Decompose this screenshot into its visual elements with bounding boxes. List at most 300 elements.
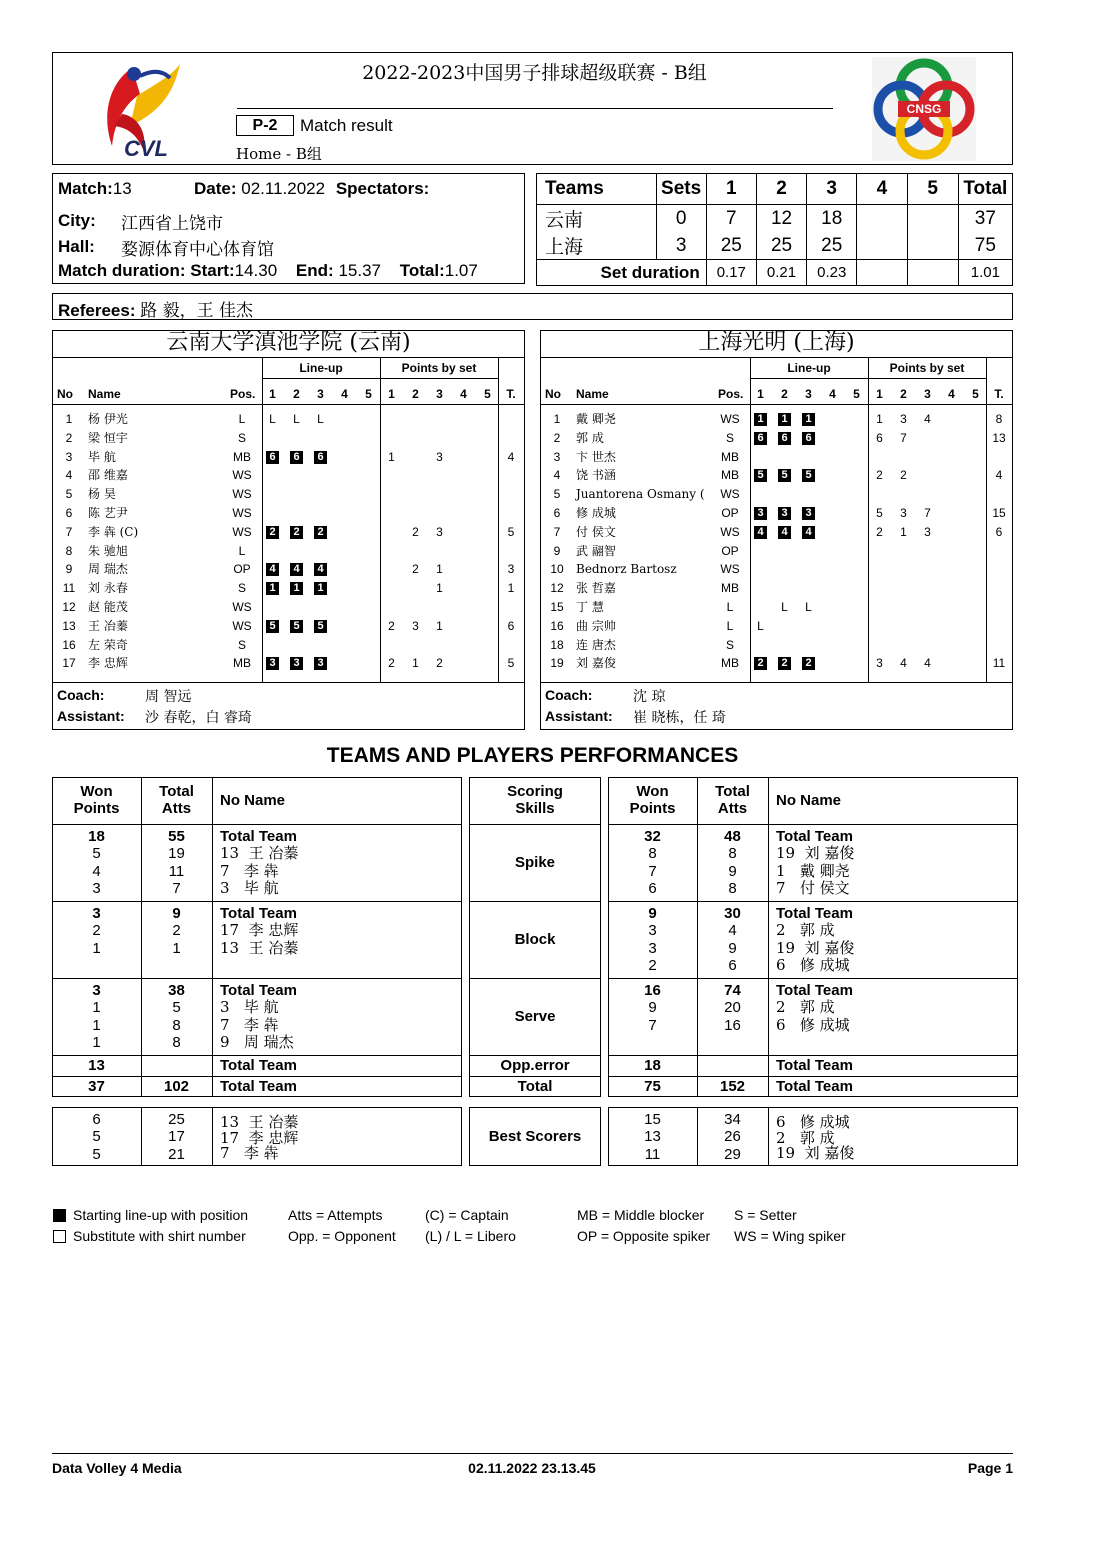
player-position: WS [720, 487, 740, 502]
legend-captain: (C) = Captain [425, 1207, 509, 1223]
opp_error-name-right: Total Team [776, 1057, 853, 1074]
roster-head-rule [540, 404, 1013, 405]
best-atts-right: 26 [724, 1128, 741, 1146]
lineup-libero-marker: L [805, 600, 812, 614]
player-name: Juantorena Osmany ( [576, 487, 705, 502]
player-position: MB [721, 581, 739, 596]
col-points-set: 5 [484, 387, 491, 401]
team-a-roster [52, 330, 525, 730]
player-position: S [237, 637, 246, 652]
points-set: 2 [436, 656, 443, 671]
score-total-away: 75 [958, 232, 1012, 260]
lineup-start-marker: 6 [802, 432, 815, 445]
points-total: 4 [507, 449, 515, 464]
player-name: 饶 书涵 [576, 468, 616, 483]
score-row-home [537, 205, 1013, 233]
score-team-away: 上海 [537, 232, 657, 260]
player-name: 梁 恒宇 [88, 430, 128, 445]
best-player-left: 13 王 冶蓁 [220, 1113, 299, 1131]
header-subtitle: Home - B组 [236, 145, 322, 163]
player-name: 武 翮智 [576, 543, 616, 558]
points-total: 13 [992, 430, 1006, 445]
set-duration-total: 1.01 [958, 260, 1012, 286]
player-name: 郭 成 [576, 430, 604, 445]
player-position: MB [721, 449, 739, 464]
player-number: 16 [550, 618, 564, 633]
lineup-start-marker: 3 [802, 507, 815, 520]
player-row [540, 485, 1013, 504]
team-name: 云南大学滇池学院 (云南) [166, 330, 411, 355]
lineup-libero-marker: L [781, 600, 788, 614]
points-set: 4 [924, 412, 931, 426]
city-value: 江西省上饶市 [121, 214, 223, 234]
lineup-start-marker: 1 [802, 413, 815, 426]
total-atts-left: 102 [163, 1078, 190, 1095]
player-position: S [725, 637, 734, 652]
player-name: 刘 永春 [88, 581, 128, 596]
player-name: 朱 驰旭 [88, 543, 128, 558]
score-table [536, 173, 1013, 286]
total-atts-right: 8 [728, 879, 737, 897]
player-position: MB [233, 449, 251, 464]
won-points-right: 7 [648, 862, 657, 880]
perf-row-rule [469, 978, 601, 979]
player-right: Total Team [776, 982, 853, 999]
total-atts-right: 48 [724, 828, 741, 845]
hall-value: 婺源体育中心体育馆 [121, 240, 274, 260]
score-header-set4: 4 [857, 174, 907, 205]
skill-serve: Serve [514, 1007, 556, 1025]
points-set: 2 [876, 524, 883, 539]
player-row [52, 466, 525, 485]
end-time: 15.37 [338, 261, 381, 280]
skill-block: Block [514, 930, 556, 948]
player-name: 左 荣奇 [88, 637, 128, 652]
score-header-row [537, 174, 1013, 205]
player-position: WS [232, 618, 252, 633]
col-lineup-set: 2 [781, 387, 788, 401]
player-position: WS [720, 412, 740, 426]
player-row [540, 598, 1013, 617]
player-position: WS [720, 562, 740, 577]
start-label: Start: [190, 261, 235, 280]
player-number: 17 [62, 656, 76, 671]
total-atts-right: 74 [724, 982, 741, 999]
player-left: Total Team [220, 982, 297, 999]
header-total-atts-left: Total Atts [159, 783, 194, 817]
score-header-total: Total [958, 174, 1012, 205]
lineup-header: Line-up [787, 361, 831, 375]
total-atts-right: 152 [719, 1078, 746, 1095]
points-set: 5 [876, 506, 883, 520]
player-number: 9 [553, 543, 561, 558]
player-right: Total Team [776, 828, 853, 845]
player-name: 王 冶蓁 [88, 618, 128, 633]
col-lineup-set: 4 [829, 387, 836, 401]
player-number: 2 [65, 430, 73, 445]
won-points-left: 3 [92, 982, 101, 999]
roster-foot-rule [540, 682, 1013, 683]
col-lineup-set: 1 [757, 387, 764, 401]
won-points-left: 1 [92, 999, 101, 1017]
lineup-start-marker: 4 [802, 526, 815, 539]
legend-ws: WS = Wing spiker [734, 1228, 846, 1244]
lineup-start-marker: 5 [290, 620, 303, 633]
points-set: 1 [436, 618, 443, 633]
assistant-names: 崔 晓栋，任 琦 [633, 710, 726, 726]
total-atts-right: 6 [728, 956, 737, 974]
player-row [540, 560, 1013, 579]
player-position: WS [232, 468, 252, 483]
team-name: 上海光明 (上海) [698, 330, 855, 355]
best-atts-left: 25 [168, 1111, 185, 1128]
total-atts-right: 9 [728, 862, 737, 880]
player-number: 13 [62, 618, 76, 633]
player-left: 13 王 冶蓁 [220, 938, 299, 957]
opp_error-won-right: 18 [644, 1057, 661, 1074]
performance-table [52, 777, 1019, 1177]
header-no-name-right: No Name [776, 792, 842, 809]
score-header-set5: 5 [907, 174, 958, 205]
lineup-start-marker: 2 [778, 657, 791, 670]
city-label: City: [58, 211, 96, 230]
points-set: 1 [436, 562, 443, 577]
player-number: 11 [62, 581, 76, 596]
col-lineup-set: 5 [365, 387, 372, 401]
player-row [540, 636, 1013, 655]
won-points-left: 2 [92, 922, 101, 940]
points-set: 2 [412, 562, 419, 577]
perf-row-rule [52, 1076, 462, 1077]
lineup-start-marker: 4 [314, 563, 327, 576]
best-won-left: 6 [92, 1111, 101, 1128]
doc-name: Match result [300, 116, 393, 135]
player-position: L [726, 600, 734, 614]
best-won-right: 11 [644, 1145, 661, 1163]
total-atts-left: 1 [172, 939, 181, 957]
player-right: 2 郭 成 [776, 998, 835, 1017]
legend-s: S = Setter [734, 1207, 797, 1223]
won-points-right: 6 [648, 879, 657, 897]
legend-mb: MB = Middle blocker [577, 1207, 705, 1223]
roster-subhead-rule [262, 378, 498, 379]
points-set: 2 [900, 468, 907, 483]
legend-atts: Atts = Attempts [288, 1207, 383, 1223]
points-set: 3 [900, 506, 907, 520]
opp_error-name-left: Total Team [220, 1057, 297, 1074]
perf-row-rule [52, 978, 462, 979]
score-team-home: 云南 [537, 205, 657, 233]
player-position: S [237, 430, 246, 445]
player-number: 1 [65, 412, 73, 426]
points-set: 6 [876, 430, 883, 445]
lineup-start-marker: 5 [802, 469, 815, 482]
score-s1-home: 7 [706, 205, 756, 233]
points-set: 1 [900, 524, 907, 539]
match-date: 02.11.2022 [241, 179, 326, 198]
score-s3-away: 25 [807, 232, 857, 260]
score-header-set1: 1 [706, 174, 756, 205]
points-set: 3 [924, 524, 931, 539]
player-right: 2 郭 成 [776, 921, 835, 940]
score-header-set2: 2 [756, 174, 806, 205]
spectators-label: Spectators: [335, 179, 430, 198]
points-total: 5 [507, 524, 515, 539]
col-points-set: 3 [924, 387, 931, 401]
score-s2-home: 12 [756, 205, 806, 233]
col-points-set: 1 [388, 387, 395, 401]
perf-row-rule [608, 978, 1018, 979]
perf-row-rule [469, 1076, 601, 1077]
lineup-start-marker: 3 [754, 507, 767, 520]
player-position: S [725, 430, 734, 445]
match-row [58, 179, 132, 199]
col-lineup-set: 4 [341, 387, 348, 401]
match-number: 13 [112, 179, 132, 198]
best-atts-right: 34 [724, 1111, 741, 1128]
col-lineup-set: 3 [805, 387, 812, 401]
col-total: T. [506, 387, 516, 401]
player-name: 连 唐杰 [576, 637, 616, 652]
won-points-right: 32 [644, 828, 661, 845]
coach-label: Coach: [545, 687, 593, 703]
player-left: 3 毕 航 [220, 878, 279, 897]
perf-row-rule [469, 1055, 601, 1056]
coach-label: Coach: [57, 687, 105, 703]
player-number: 1 [553, 412, 561, 426]
lineup-start-marker: 1 [754, 413, 767, 426]
points-set: 3 [876, 656, 883, 671]
best-player-right: 2 郭 成 [776, 1128, 835, 1147]
player-name: 赵 能茂 [88, 600, 128, 614]
lineup-header: Line-up [299, 361, 343, 375]
coach-name: 沈 琼 [633, 689, 666, 705]
cvl-logo-text: CVL [124, 136, 168, 161]
points-set: 4 [924, 656, 931, 671]
perf-row-rule [608, 1076, 1018, 1077]
lineup-libero-marker: L [269, 412, 276, 426]
player-position: WS [232, 487, 252, 502]
legend-start-marker [53, 1209, 66, 1222]
lineup-start-marker: 1 [290, 582, 303, 595]
set-duration-3: 0.23 [807, 260, 857, 286]
league-title: 2022-2023中国男子排球超级联赛 - B组 [362, 62, 707, 84]
total-atts-left: 8 [172, 1016, 181, 1034]
points-total: 1 [507, 581, 515, 596]
player-number: 3 [65, 449, 73, 464]
player-name: 陈 艺尹 [88, 506, 128, 520]
points-total: 11 [992, 656, 1006, 671]
best-player-right: 6 修 成城 [776, 1113, 850, 1131]
player-number: 10 [550, 562, 564, 577]
team-b-roster [540, 330, 1013, 730]
legend-sub: Substitute with shirt number [73, 1228, 246, 1244]
perf-row-rule [52, 1055, 462, 1056]
end-label: End: [295, 261, 334, 280]
player-position: L [238, 412, 246, 426]
player-left: 13 王 冶蓁 [220, 844, 299, 863]
player-name: 张 哲嘉 [576, 581, 616, 596]
col-lineup-set: 5 [853, 387, 860, 401]
lineup-start-marker: 3 [778, 507, 791, 520]
player-left: 7 李 犇 [220, 861, 279, 880]
total-atts-left: 19 [168, 845, 185, 863]
col-pos: Pos. [230, 387, 256, 401]
points-set: 3 [436, 524, 443, 539]
col-points-set: 2 [900, 387, 907, 401]
points-set: 7 [900, 430, 907, 445]
player-name: Bednorz Bartosz [576, 562, 677, 577]
col-no: No [57, 387, 73, 401]
start-time: 14.30 [234, 261, 278, 280]
set-duration-4 [857, 260, 907, 286]
points-set: 3 [412, 618, 419, 633]
player-position: OP [233, 562, 251, 577]
header-no-name-left: No Name [220, 792, 286, 809]
set-duration-1: 0.17 [706, 260, 756, 286]
points-set: 2 [876, 468, 883, 483]
col-points-set: 4 [948, 387, 955, 401]
total-name-left: Total Team [220, 1078, 297, 1095]
total-name-right: Total Team [776, 1078, 853, 1095]
perf-row-rule [608, 901, 1018, 902]
cnsg-logo [872, 57, 976, 161]
legend-start: Starting line-up with position [73, 1207, 249, 1223]
player-row [540, 410, 1013, 429]
col-points-set: 4 [460, 387, 467, 401]
header-won-points-right: Won Points [629, 783, 676, 817]
total-atts-left: 55 [168, 828, 185, 845]
total-atts-right: 8 [728, 845, 737, 863]
best-won-right: 13 [644, 1128, 661, 1146]
best-won-right: 15 [644, 1111, 661, 1128]
lineup-libero-marker: L [757, 618, 764, 633]
total-atts-left: 9 [172, 905, 181, 922]
legend [52, 1207, 952, 1247]
lineup-start-marker: 4 [290, 563, 303, 576]
points-set: 2 [412, 524, 419, 539]
points-set: 7 [924, 506, 931, 520]
player-right: 1 戴 卿尧 [776, 861, 850, 880]
player-row [52, 504, 525, 523]
won-points-right: 3 [648, 922, 657, 940]
lineup-start-marker: 6 [778, 432, 791, 445]
skill-spike: Spike [514, 853, 556, 871]
legend-libero: (L) / L = Libero [425, 1228, 516, 1244]
player-right: Total Team [776, 905, 853, 922]
team-name-rule [540, 357, 1013, 358]
footer-right: Page 1 [967, 1460, 1013, 1476]
player-position: L [726, 618, 734, 633]
player-position: MB [721, 468, 739, 483]
points-set: 1 [412, 656, 419, 671]
performance-title: TEAMS AND PLAYERS PERFORMANCES [326, 744, 739, 767]
legend-op: OP = Opposite spiker [577, 1228, 711, 1244]
player-row [52, 523, 525, 542]
header-total-atts-right: Total Atts [715, 783, 750, 817]
points-header: Points by set [401, 361, 477, 375]
player-number: 9 [65, 562, 73, 577]
player-number: 5 [553, 487, 561, 502]
score-total-home: 37 [958, 205, 1012, 233]
total-atts-right: 16 [724, 1016, 741, 1034]
lineup-start-marker: 2 [802, 657, 815, 670]
player-name: 毕 航 [88, 449, 116, 464]
lineup-start-marker: 5 [266, 620, 279, 633]
roster-subhead-rule [750, 378, 986, 379]
player-position: MB [233, 656, 251, 671]
total-time: 1.07 [444, 261, 478, 280]
player-row [52, 654, 525, 673]
cvl-logo [92, 56, 192, 162]
player-number: 16 [62, 637, 76, 652]
won-points-right: 9 [648, 999, 657, 1017]
score-header-set3: 3 [807, 174, 857, 205]
player-number: 19 [550, 656, 564, 671]
player-row [52, 410, 525, 429]
lineup-start-marker: 6 [290, 451, 303, 464]
player-name: 李 忠辉 [88, 656, 128, 671]
col-total: T. [994, 387, 1004, 401]
player-name: 杨 伊光 [88, 412, 128, 426]
player-row [52, 636, 525, 655]
player-name: 戴 卿尧 [576, 412, 616, 426]
lineup-start-marker: 1 [314, 582, 327, 595]
col-name: Name [576, 387, 609, 401]
total-atts-right: 30 [724, 905, 741, 922]
best-won-left: 5 [92, 1145, 101, 1163]
player-row [52, 448, 525, 467]
points-total: 4 [995, 468, 1003, 483]
player-left: 17 李 忠辉 [220, 921, 299, 940]
player-name: 杨 昊 [88, 487, 116, 502]
won-points-left: 5 [92, 845, 101, 863]
referees-names: 路 毅，王 佳杰 [140, 301, 254, 321]
player-number: 7 [65, 524, 73, 539]
score-sets-home: 0 [656, 205, 706, 233]
lineup-start-marker: 1 [778, 413, 791, 426]
player-name: 曲 宗帅 [576, 618, 616, 633]
points-set: 1 [388, 449, 395, 464]
player-name: 周 瑞杰 [88, 562, 128, 577]
lineup-start-marker: 5 [778, 469, 791, 482]
points-header: Points by set [889, 361, 965, 375]
won-points-left: 3 [92, 905, 101, 922]
perf-row-rule [608, 824, 1018, 825]
player-name: 邵 维嘉 [88, 468, 128, 483]
col-lineup-set: 1 [269, 387, 276, 401]
lineup-start-marker: 5 [754, 469, 767, 482]
points-total: 5 [507, 656, 515, 671]
points-total: 6 [507, 618, 515, 633]
points-set: 4 [900, 656, 907, 671]
perf-row-rule [52, 824, 462, 825]
header-rule [237, 108, 833, 109]
won-points-right: 2 [648, 956, 657, 974]
player-name: 付 侯文 [576, 524, 616, 539]
total-won-right: 75 [644, 1078, 661, 1095]
player-number: 15 [550, 600, 564, 614]
player-name: 卞 世杰 [576, 449, 616, 464]
player-position: WS [232, 524, 252, 539]
player-row [52, 429, 525, 448]
points-set: 2 [388, 618, 395, 633]
footer-rule [52, 1453, 1013, 1454]
duration-label: Match duration: [58, 261, 186, 280]
player-row [52, 579, 525, 598]
player-number: 12 [550, 581, 564, 596]
player-number: 18 [550, 637, 564, 652]
